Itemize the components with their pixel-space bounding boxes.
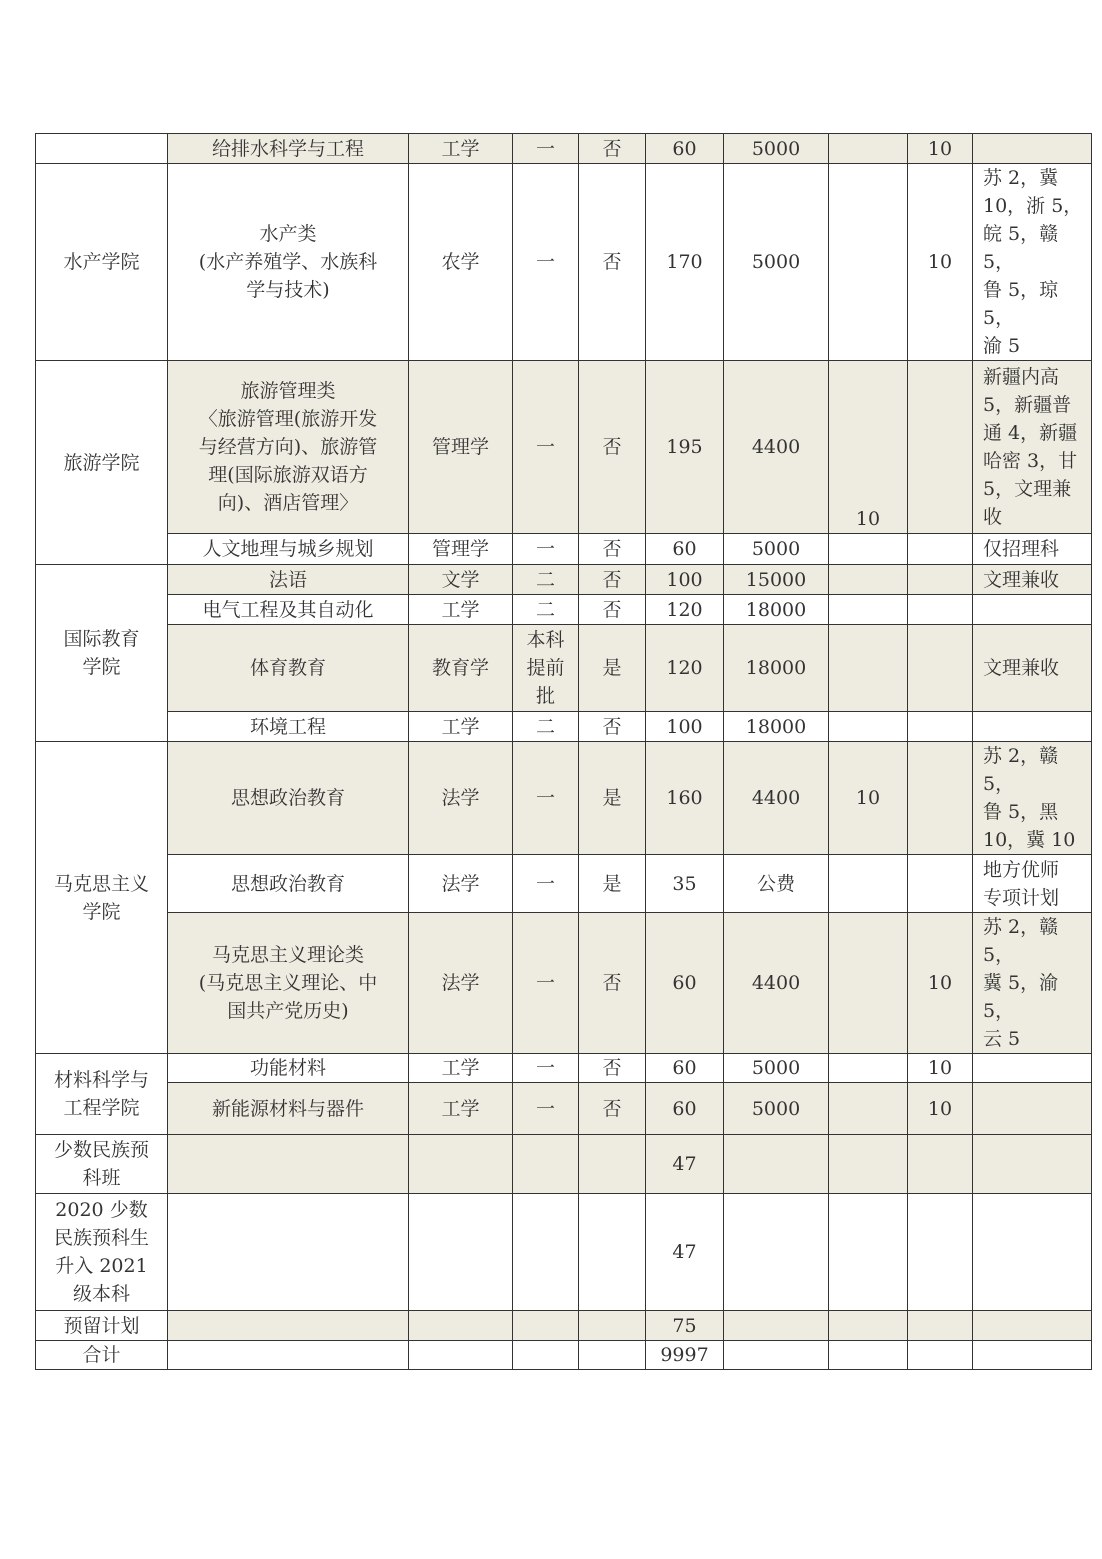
discipline-cell: 工学: [409, 712, 513, 742]
quota-b-cell: [908, 1311, 973, 1341]
plan-count-cell: 195: [646, 361, 724, 534]
batch-cell: [513, 1341, 579, 1370]
remarks-cell: 地方优师 专项计划: [973, 855, 1092, 913]
remarks-cell: [973, 1194, 1092, 1311]
quota-a-cell: [829, 134, 908, 164]
tuition-cell: 5000: [724, 1054, 829, 1083]
college-cell: 材料科学与 工程学院: [36, 1054, 168, 1135]
table-row: [36, 1083, 1092, 1135]
art-science-cell: 是: [579, 742, 646, 855]
table-row: [36, 1194, 1092, 1311]
major-cell: 旅游管理类 〈旅游管理(旅游开发 与经营方向)、旅游管 理(国际旅游双语方 向)、酒店管理〉: [168, 361, 409, 534]
batch-cell: 二: [513, 565, 579, 595]
quota-b-cell: [908, 1341, 973, 1370]
quota-a-cell: [829, 1194, 908, 1311]
quota-a-cell: [829, 164, 908, 361]
plan-count-cell: 100: [646, 712, 724, 742]
art-science-cell: 否: [579, 1083, 646, 1135]
quota-b-cell: [908, 534, 973, 565]
remarks-cell: [973, 1135, 1092, 1194]
art-science-cell: 是: [579, 855, 646, 913]
quota-b-cell: [908, 625, 973, 712]
tuition-cell: 18000: [724, 625, 829, 712]
tuition-cell: 5000: [724, 134, 829, 164]
major-cell: [168, 1311, 409, 1341]
batch-cell: [513, 1194, 579, 1311]
major-cell: 法语: [168, 565, 409, 595]
quota-b-cell: 10: [908, 1054, 973, 1083]
batch-cell: 一: [513, 534, 579, 565]
batch-cell: 二: [513, 595, 579, 625]
remarks-cell: [973, 1311, 1092, 1341]
quota-a-cell: [829, 595, 908, 625]
major-cell: 给排水科学与工程: [168, 134, 409, 164]
plan-count-cell: 75: [646, 1311, 724, 1341]
quota-a-cell: [829, 1054, 908, 1083]
plan-count-cell: 35: [646, 855, 724, 913]
batch-cell: 一: [513, 134, 579, 164]
quota-a-cell: [829, 712, 908, 742]
major-cell: 功能材料: [168, 1054, 409, 1083]
discipline-cell: 工学: [409, 1083, 513, 1135]
quota-a-cell: [829, 1311, 908, 1341]
batch-cell: 一: [513, 913, 579, 1054]
art-science-cell: [579, 1341, 646, 1370]
quota-a-cell: [829, 565, 908, 595]
major-cell: 新能源材料与器件: [168, 1083, 409, 1135]
quota-a-cell: [829, 913, 908, 1054]
college-cell: 预留计划: [36, 1311, 168, 1341]
college-cell: 合计: [36, 1341, 168, 1370]
quota-b-cell: 10: [908, 134, 973, 164]
plan-count-cell: 120: [646, 625, 724, 712]
art-science-cell: 否: [579, 712, 646, 742]
tuition-cell: [724, 1311, 829, 1341]
plan-count-cell: 170: [646, 164, 724, 361]
art-science-cell: 是: [579, 625, 646, 712]
remarks-cell: 文理兼收: [973, 565, 1092, 595]
art-science-cell: [579, 1135, 646, 1194]
plan-count-cell: 120: [646, 595, 724, 625]
remarks-cell: [973, 1054, 1092, 1083]
table-row: [36, 742, 1092, 855]
batch-cell: 一: [513, 1083, 579, 1135]
major-cell: 水产类 (水产养殖学、水族科 学与技术): [168, 164, 409, 361]
table-row: [36, 534, 1092, 565]
quota-b-cell: [908, 1135, 973, 1194]
batch-cell: 本科 提前 批: [513, 625, 579, 712]
quota-b-cell: 10: [908, 164, 973, 361]
quota-b-cell: [908, 742, 973, 855]
quota-a-cell: [829, 625, 908, 712]
quota-b-cell: 10: [908, 913, 973, 1054]
quota-a-cell: [829, 1135, 908, 1194]
tuition-cell: 5000: [724, 164, 829, 361]
major-cell: [168, 1135, 409, 1194]
art-science-cell: 否: [579, 913, 646, 1054]
table-row: [36, 164, 1092, 361]
art-science-cell: [579, 1311, 646, 1341]
tuition-cell: 18000: [724, 595, 829, 625]
college-cell: 旅游学院: [36, 361, 168, 565]
table-row: [36, 1311, 1092, 1341]
plan-count-cell: 100: [646, 565, 724, 595]
art-science-cell: 否: [579, 1054, 646, 1083]
tuition-cell: 15000: [724, 565, 829, 595]
discipline-cell: 工学: [409, 134, 513, 164]
batch-cell: 一: [513, 164, 579, 361]
discipline-cell: 管理学: [409, 534, 513, 565]
art-science-cell: 否: [579, 134, 646, 164]
table-row: [36, 361, 1092, 534]
discipline-cell: 管理学: [409, 361, 513, 534]
table-row: [36, 712, 1092, 742]
plan-count-cell: 60: [646, 913, 724, 1054]
table-row: [36, 565, 1092, 595]
plan-count-cell: 60: [646, 534, 724, 565]
discipline-cell: 法学: [409, 742, 513, 855]
quota-a-cell: [829, 855, 908, 913]
remarks-cell: 苏 2，赣 5， 鲁 5，黑 10，冀 10: [973, 742, 1092, 855]
tuition-cell: 18000: [724, 712, 829, 742]
remarks-cell: [973, 1083, 1092, 1135]
quota-b-cell: 10: [908, 1083, 973, 1135]
plan-count-cell: 160: [646, 742, 724, 855]
plan-count-cell: 60: [646, 1054, 724, 1083]
remarks-cell: 文理兼收: [973, 625, 1092, 712]
major-cell: [168, 1194, 409, 1311]
remarks-cell: 仅招理科: [973, 534, 1092, 565]
discipline-cell: 法学: [409, 855, 513, 913]
discipline-cell: 农学: [409, 164, 513, 361]
plan-count-cell: 47: [646, 1135, 724, 1194]
major-cell: 马克思主义理论类 (马克思主义理论、中 国共产党历史): [168, 913, 409, 1054]
quota-a-cell: [829, 1083, 908, 1135]
table-row: [36, 913, 1092, 1054]
quota-b-cell: [908, 855, 973, 913]
plan-count-cell: 60: [646, 1083, 724, 1135]
discipline-cell: [409, 1311, 513, 1341]
major-cell: 思想政治教育: [168, 855, 409, 913]
art-science-cell: 否: [579, 164, 646, 361]
tuition-cell: 公费: [724, 855, 829, 913]
discipline-cell: 教育学: [409, 625, 513, 712]
remarks-cell: [973, 1341, 1092, 1370]
major-cell: 体育教育: [168, 625, 409, 712]
quota-a-cell: 10: [829, 361, 908, 534]
college-cell: 少数民族预 科班: [36, 1135, 168, 1194]
tuition-cell: [724, 1341, 829, 1370]
tuition-cell: 5000: [724, 1083, 829, 1135]
art-science-cell: 否: [579, 534, 646, 565]
remarks-cell: [973, 595, 1092, 625]
quota-a-cell: [829, 534, 908, 565]
major-cell: 思想政治教育: [168, 742, 409, 855]
batch-cell: [513, 1311, 579, 1341]
college-cell: [36, 134, 168, 164]
tuition-cell: 4400: [724, 913, 829, 1054]
tuition-cell: 4400: [724, 361, 829, 534]
batch-cell: [513, 1135, 579, 1194]
batch-cell: 一: [513, 742, 579, 855]
tuition-cell: 5000: [724, 534, 829, 565]
remarks-cell: [973, 134, 1092, 164]
quota-a-cell: [829, 1341, 908, 1370]
table-row: [36, 1054, 1092, 1083]
quota-b-cell: [908, 595, 973, 625]
art-science-cell: 否: [579, 361, 646, 534]
plan-count-cell: 60: [646, 134, 724, 164]
table-row: [36, 625, 1092, 712]
enrollment-plan-table: [35, 133, 1092, 1370]
major-cell: 电气工程及其自动化: [168, 595, 409, 625]
quota-b-cell: [908, 565, 973, 595]
tuition-cell: [724, 1135, 829, 1194]
discipline-cell: 工学: [409, 595, 513, 625]
discipline-cell: 文学: [409, 565, 513, 595]
table-row: [36, 134, 1092, 164]
remarks-cell: 苏 2，冀 10，浙 5， 皖 5，赣 5， 鲁 5，琼 5， 渝 5: [973, 164, 1092, 361]
discipline-cell: [409, 1135, 513, 1194]
art-science-cell: 否: [579, 595, 646, 625]
college-cell: 马克思主义 学院: [36, 742, 168, 1054]
table-row: [36, 855, 1092, 913]
plan-count-cell: 47: [646, 1194, 724, 1311]
discipline-cell: 工学: [409, 1054, 513, 1083]
college-cell: 2020 少数 民族预科生 升入 2021 级本科: [36, 1194, 168, 1311]
art-science-cell: [579, 1194, 646, 1311]
table-row: [36, 1341, 1092, 1370]
tuition-cell: [724, 1194, 829, 1311]
quota-a-cell: 10: [829, 742, 908, 855]
remarks-cell: 新疆内高 5，新疆普 通 4，新疆 哈密 3，甘 5，文理兼 收: [973, 361, 1092, 534]
major-cell: [168, 1341, 409, 1370]
college-cell: 国际教育 学院: [36, 565, 168, 742]
remarks-cell: 苏 2，赣 5， 冀 5，渝 5， 云 5: [973, 913, 1092, 1054]
discipline-cell: [409, 1341, 513, 1370]
art-science-cell: 否: [579, 565, 646, 595]
major-cell: 环境工程: [168, 712, 409, 742]
table-row: [36, 595, 1092, 625]
discipline-cell: [409, 1194, 513, 1311]
batch-cell: 一: [513, 1054, 579, 1083]
table-row: [36, 1135, 1092, 1194]
tuition-cell: 4400: [724, 742, 829, 855]
major-cell: 人文地理与城乡规划: [168, 534, 409, 565]
discipline-cell: 法学: [409, 913, 513, 1054]
batch-cell: 一: [513, 361, 579, 534]
batch-cell: 二: [513, 712, 579, 742]
plan-count-cell: 9997: [646, 1341, 724, 1370]
quota-b-cell: [908, 712, 973, 742]
college-cell: 水产学院: [36, 164, 168, 361]
remarks-cell: [973, 712, 1092, 742]
quota-b-cell: [908, 1194, 973, 1311]
quota-b-cell: [908, 361, 973, 534]
batch-cell: 一: [513, 855, 579, 913]
